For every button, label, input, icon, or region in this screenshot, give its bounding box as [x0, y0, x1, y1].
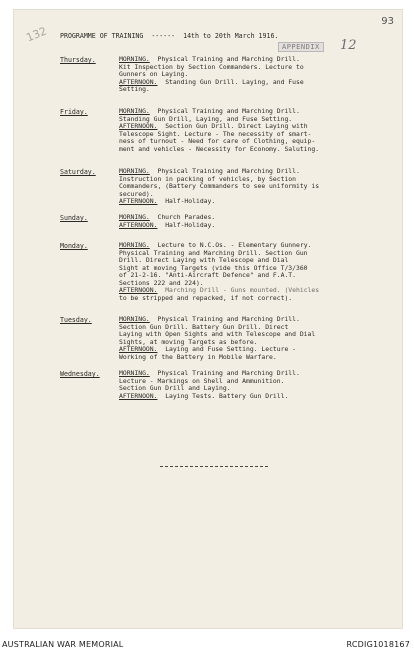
day-label-sunday: Sunday.	[60, 214, 88, 222]
session-line: Telescope Sight. Lecture - The necessity of smart-	[119, 129, 312, 138]
archive-reference: RCDIG1018167	[346, 640, 410, 649]
session-label: AFTERNOON.	[119, 345, 158, 353]
session-line: Section Gun Drill. Direct Laying with	[165, 122, 308, 130]
session-line: Lecture - Markings on Shell and Ammunition.	[119, 376, 285, 385]
session-line: Physical Training and Marching Drill.	[157, 369, 300, 377]
title-text: PROGRAMME OF TRAINING	[60, 32, 144, 40]
session-afternoon	[119, 222, 395, 230]
session-label: MORNING.	[119, 167, 150, 175]
session-line: ness of turnout - Need for care of Clothing, equip-	[119, 137, 316, 145]
session-afternoon	[119, 79, 395, 94]
session-line: to be stripped and repacked, if not correct).	[119, 293, 293, 302]
closing-rule	[160, 466, 268, 467]
day-entries-tuesday	[119, 316, 395, 361]
session-line: Physical Training and Marching Drill. Section Gun	[119, 248, 308, 257]
day-label-saturday: Saturday.	[60, 168, 96, 176]
session-line: Laying and Fuse Setting. Lecture -	[165, 345, 297, 353]
session-line: Setting.	[119, 85, 150, 93]
document-sheet	[14, 10, 402, 628]
session-label: MORNING.	[119, 315, 150, 323]
day-entries-friday	[119, 108, 395, 153]
session-line: of 21-2-16. "Anti-Aircraft Defence" and F.A.T.	[119, 271, 296, 279]
session-line: Sight at moving Targets (vide this Office T/3/360	[119, 263, 308, 272]
archive-credit: AUSTRALIAN WAR MEMORIAL	[2, 640, 124, 649]
session-afternoon	[119, 287, 395, 302]
session-label: MORNING.	[119, 213, 150, 221]
session-morning	[119, 168, 395, 198]
session-label: AFTERNOON.	[119, 220, 158, 229]
session-line: Drill. Direct Laying with Telescope and Dial	[119, 256, 289, 264]
session-line: Section Gun Drill. Battery Gun Drill. Direct	[119, 322, 289, 331]
session-afternoon	[119, 123, 395, 153]
session-line: Lecture to N.C.Os. - Elementary Gunnery.	[157, 241, 312, 249]
day-label-thursday: Thursday.	[60, 56, 96, 64]
document-title	[60, 32, 278, 40]
day-entries-wednesday	[119, 370, 395, 400]
session-line: Working of the Battery in Mobile Warfare.	[119, 352, 277, 361]
session-line: Laying with Open Sights and with Telescope and Dial	[119, 330, 316, 338]
appendix-number: 12	[340, 38, 357, 53]
session-line: Laying Tests. Battery Gun Drill.	[165, 391, 289, 400]
session-afternoon	[119, 346, 395, 361]
session-line: Standing Gun Drill, Laying, and Fuse Setting.	[119, 114, 293, 123]
session-line: Church Parades.	[157, 213, 216, 221]
session-line: secured).	[119, 189, 154, 198]
session-label: MORNING.	[119, 241, 150, 249]
day-label-monday: Monday.	[60, 242, 88, 250]
appendix-stamp: APPENDIX	[278, 42, 324, 52]
session-line: Physical Training and Marching Drill.	[157, 55, 300, 63]
session-line: Physical Training and Marching Drill.	[157, 167, 300, 175]
session-line: Half-Holiday.	[165, 220, 216, 229]
session-morning	[119, 370, 395, 393]
session-line: Standing Gun Drill. Laying, and Fuse	[165, 77, 304, 86]
session-line: Marching Drill - Guns mounted. (Vehicles	[165, 286, 320, 294]
session-line: Section Gun Drill and Laying.	[119, 384, 231, 392]
session-line: Kit Inspection by Section Commanders. Lecture to	[119, 62, 304, 71]
day-entries-monday	[119, 242, 395, 302]
session-line: Sections 222 and 224).	[119, 278, 204, 287]
day-entries-thursday	[119, 56, 395, 94]
session-line: Half-Holiday.	[165, 197, 216, 205]
session-label: AFTERNOON.	[119, 77, 158, 86]
title-dashes: ------	[151, 32, 176, 40]
session-line: Physical Training and Marching Drill.	[157, 315, 300, 323]
session-line: Instruction in packing of vehicles, by Section	[119, 174, 296, 183]
day-label-tuesday: Tuesday.	[60, 316, 92, 324]
page-number: 93	[381, 16, 394, 27]
session-label: AFTERNOON.	[119, 391, 158, 400]
day-label-friday: Friday.	[60, 108, 88, 116]
session-label: AFTERNOON.	[119, 286, 158, 294]
session-line: Commanders, (Battery Commanders to see uniformity is	[119, 182, 320, 190]
date-range: 14th to 20th March 1916.	[183, 32, 279, 40]
session-label: AFTERNOON.	[119, 122, 158, 130]
day-entries-saturday	[119, 168, 395, 206]
day-entries-sunday	[119, 214, 395, 229]
day-label-wednesday: Wednesday.	[60, 370, 100, 378]
pencil-folio-mark: 132	[24, 24, 49, 45]
session-label: AFTERNOON.	[119, 197, 158, 205]
session-morning	[119, 242, 395, 287]
session-line: ment and vehicles - Necessity for Economy. Saluting.	[119, 144, 320, 153]
session-afternoon	[119, 393, 395, 401]
session-afternoon	[119, 198, 395, 206]
session-label: MORNING.	[119, 55, 150, 63]
session-label: MORNING.	[119, 369, 150, 377]
session-morning	[119, 108, 395, 123]
session-line: Physical Training and Marching Drill.	[157, 107, 300, 115]
session-line: Gunners on Laying.	[119, 70, 189, 78]
session-morning	[119, 56, 395, 79]
session-morning	[119, 316, 395, 346]
session-label: MORNING.	[119, 107, 150, 115]
session-line: Sights, at moving Targets as before.	[119, 337, 258, 346]
